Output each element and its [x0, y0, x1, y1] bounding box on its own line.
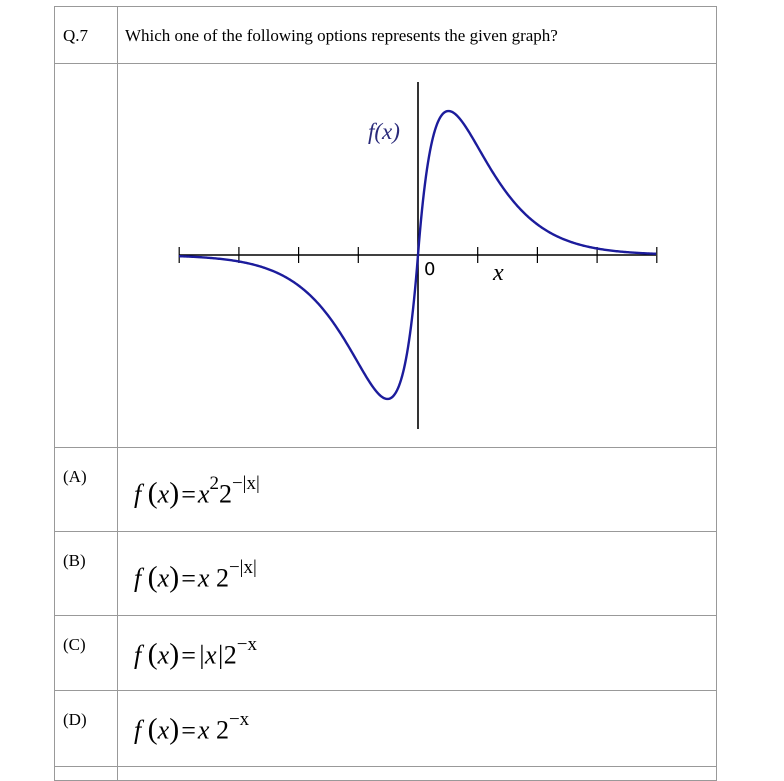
option-row-d[interactable] [55, 691, 717, 767]
option-c-formula-cell [117, 616, 716, 691]
formula-paren: ( [147, 637, 158, 671]
formula-variable: x [157, 715, 170, 745]
formula-variable: x [157, 563, 170, 593]
option-c-label-cell [55, 616, 118, 691]
formula-paren: ( [147, 476, 158, 510]
formula-base-two: 2 [218, 479, 232, 509]
formula-paren: ) [169, 637, 180, 671]
next-row-cell [117, 767, 716, 781]
formula-exponent: −|x| [228, 557, 257, 578]
option-d-formula-cell [117, 691, 716, 767]
option-d-formula [118, 691, 716, 746]
formula-base: x [197, 479, 210, 509]
formula-exponent: −x [236, 634, 257, 655]
formula-variable: x [157, 479, 170, 509]
origin-label: 0 [423, 259, 436, 280]
y-axis-label: f(x) [367, 119, 400, 144]
option-a-label-cell [55, 448, 118, 532]
next-row [55, 767, 717, 781]
formula-variable: x [157, 640, 170, 670]
option-b-formula-cell [117, 532, 716, 616]
formula-base: |x| [197, 640, 224, 670]
formula-function: f [133, 715, 142, 745]
option-label: (D) [63, 710, 87, 729]
option-d-label-cell [55, 691, 118, 767]
option-label: (C) [63, 635, 86, 654]
option-label: (A) [63, 467, 87, 486]
graph-number-cell [55, 64, 118, 448]
formula-power: 2 [209, 473, 219, 494]
option-a-formula [118, 448, 716, 510]
formula-paren: ) [169, 712, 180, 746]
formula-base: x [197, 715, 210, 745]
question-number: Q.7 [63, 26, 89, 45]
graph-cell [117, 64, 716, 448]
formula-function: f [133, 640, 142, 670]
formula-base-two: 2 [215, 563, 229, 593]
option-row-a[interactable] [55, 448, 717, 532]
option-a-formula-cell [117, 448, 716, 532]
graph-figure [118, 64, 716, 446]
option-c-formula [118, 616, 716, 671]
question-text: Which one of the following options represents the given graph? [124, 26, 558, 45]
formula-function: f [133, 479, 142, 509]
formula-equals: = [181, 715, 196, 745]
next-row-cell [55, 767, 118, 781]
question-table [54, 6, 717, 781]
formula-equals: = [181, 640, 196, 670]
question-text-cell [117, 7, 716, 64]
formula-base-two: 2 [223, 640, 237, 670]
question-row [55, 7, 717, 64]
formula-equals: = [181, 479, 196, 509]
formula-base: x [197, 563, 210, 593]
question-number-cell [55, 7, 118, 64]
option-row-c[interactable] [55, 616, 717, 691]
formula-function: f [133, 563, 142, 593]
option-label: (B) [63, 551, 86, 570]
formula-paren: ( [147, 560, 158, 594]
function-graph [118, 64, 717, 446]
formula-equals: = [181, 563, 196, 593]
x-axis-label: x [492, 260, 504, 286]
graph-row [55, 64, 717, 448]
option-row-b[interactable] [55, 532, 717, 616]
formula-paren: ) [169, 560, 180, 594]
option-b-label-cell [55, 532, 118, 616]
option-b-formula [118, 532, 716, 594]
formula-paren: ( [147, 712, 158, 746]
formula-exponent: −|x| [231, 473, 260, 494]
formula-base-two: 2 [215, 715, 229, 745]
formula-exponent: −x [228, 709, 250, 730]
formula-paren: ) [169, 476, 180, 510]
